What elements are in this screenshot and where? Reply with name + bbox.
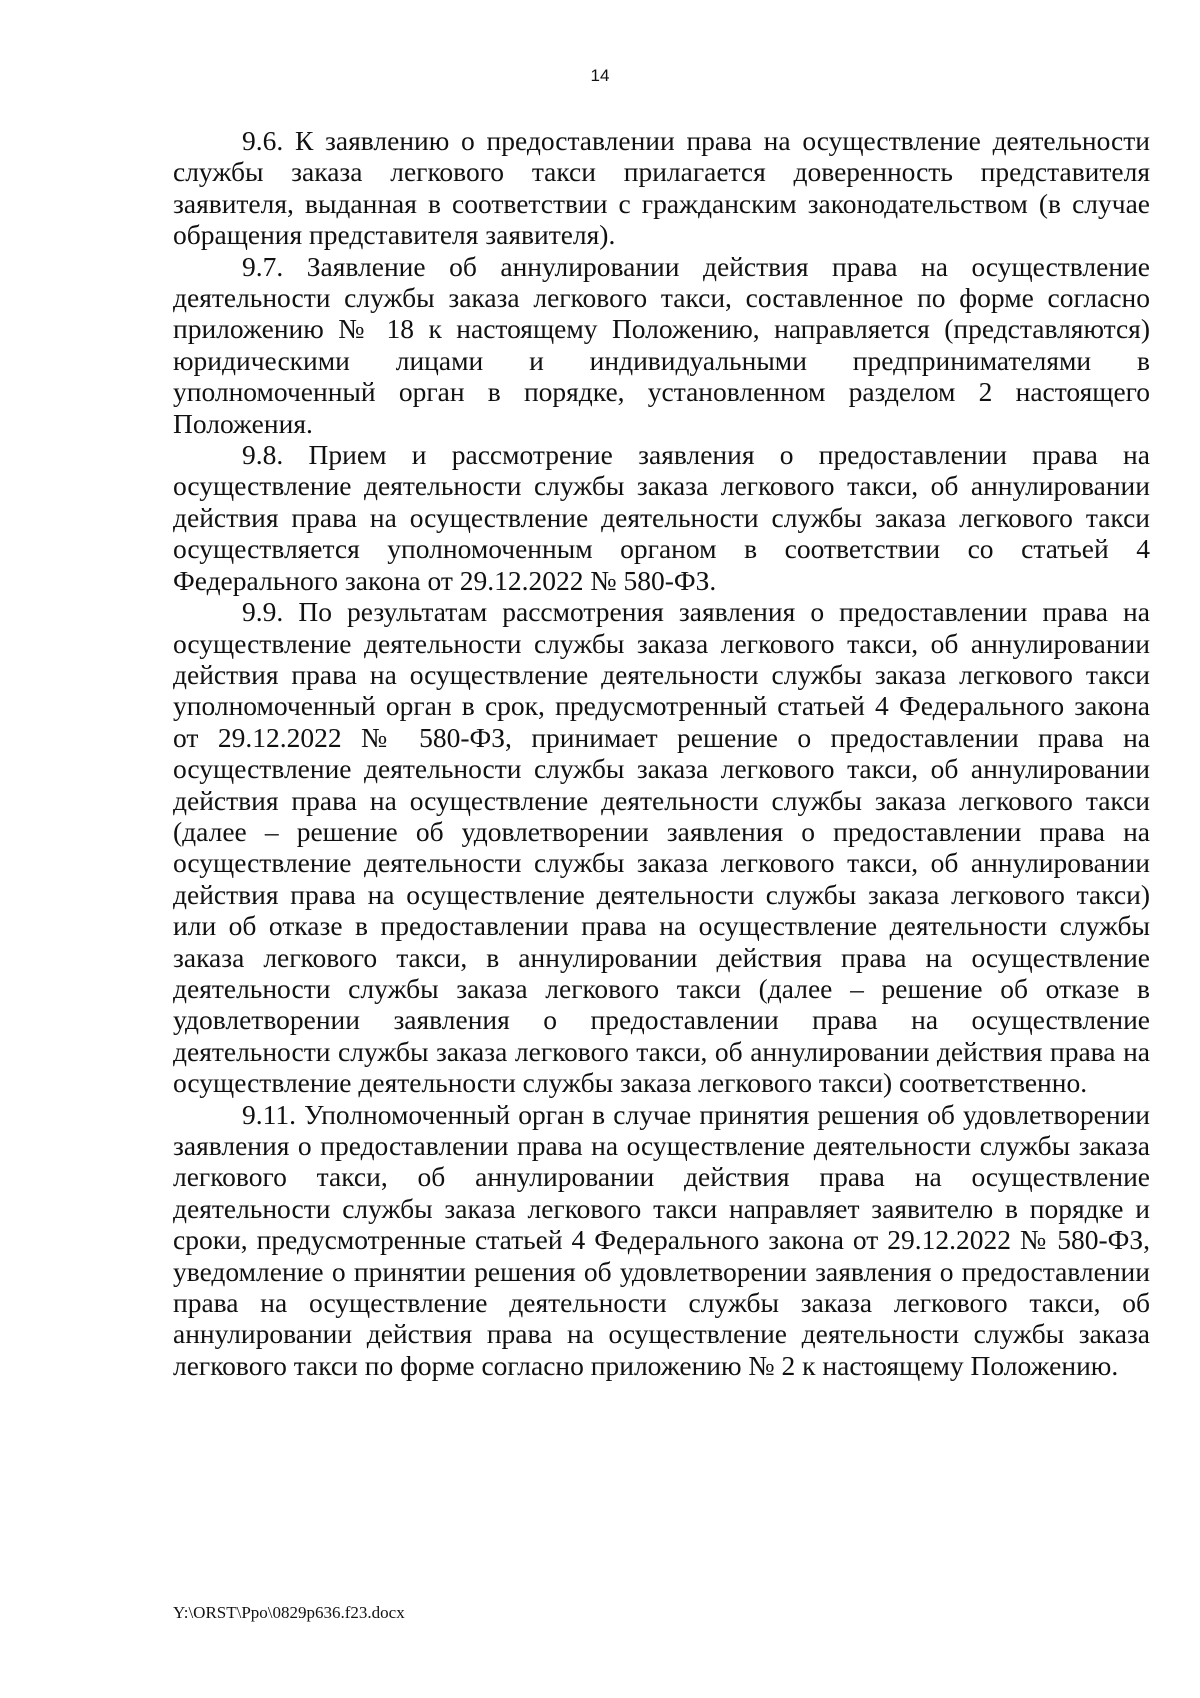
footer-file-path: Y:\ORST\Ppo\0829p636.f23.docx <box>173 1603 405 1622</box>
page-number: 14 <box>590 66 610 85</box>
paragraph-9-11: 9.11. Уполномоченный орган в случае принятия решения об удовлетворении заявления о предоставлении права на осуществление деятельности службы заказа легкового такси, об аннулировании действия права на осуществление деятельности службы заказа легкового такси направляет заявителю в порядке и сроки, предусмотренные статьей 4 Федерального закона от 29.12.2022 № 580-ФЗ, уведомление о принятии решения об удовлетворении заявления о предоставлении права на осуществление деятельности службы заказа легкового такси, об аннулировании действия права на осуществление деятельности службы заказа легкового такси по форме согласно приложению № 2 к настоящему Положению. <box>173 1098 1150 1381</box>
paragraph-9-8: 9.8. Прием и рассмотрение заявления о предоставлении права на осуществление деятельности службы заказа легкового такси, об аннулировании действия права на осуществление деятельности службы заказа легкового такси осуществляется уполномоченным органом в соответствии со статьей 4 Федерального закона от 29.12.2022 № 580-ФЗ. <box>173 439 1150 596</box>
document-body <box>173 125 1150 1381</box>
paragraph-9-7: 9.7. Заявление об аннулировании действия права на осуществление деятельности службы заказа легкового такси, составленное по форме согласно приложению № 18 к настоящему Положению, направляется (представляются) юридическими лицами и индивидуальными предпринимателями в уполномоченный орган в порядке, установленном разделом 2 настоящего Положения. <box>173 250 1150 439</box>
paragraph-9-9: 9.9. По результатам рассмотрения заявления о предоставлении права на осуществление деятельности службы заказа легкового такси, об аннулировании действия права на осуществление деятельности службы заказа легкового такси уполномоченный орган в срок, предусмотренный статьей 4 Федерального закона от 29.12.2022 № 580-ФЗ, принимает решение о предоставлении права на осуществление деятельности службы заказа легкового такси, об аннулировании действия права на осуществление деятельности службы заказа легкового такси (далее – решение об удовлетворении заявления о предоставлении права на осуществление деятельности службы заказа легкового такси, об аннулировании действия права на осуществление деятельности службы заказа легкового такси) или об отказе в предоставлении права на осуществление деятельности службы заказа легкового такси, в аннулировании действия права на осуществление деятельности службы заказа легкового такси (далее – решение об отказе в удовлетворении заявления о предоставлении права на осуществление деятельности службы заказа легкового такси, об аннулировании действия права на осуществление деятельности службы заказа легкового такси) соответственно. <box>173 596 1150 1099</box>
paragraph-9-6: 9.6. К заявлению о предоставлении права на осуществление деятельности службы заказа легкового такси прилагается доверенность представителя заявителя, выданная в соответствии с гражданским законодательством (в случае обращения представителя заявителя). <box>173 125 1150 251</box>
